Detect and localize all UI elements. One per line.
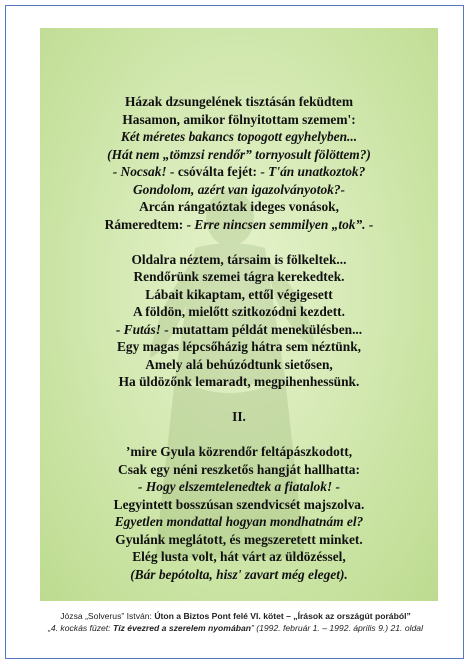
section-heading: II. — [232, 409, 246, 424]
poem-text — [40, 93, 438, 583]
stanza-gap — [40, 426, 438, 444]
poem-line-segment: - T'án unatkoztok? — [260, 164, 366, 179]
poem-line — [40, 146, 438, 164]
poem-line — [40, 496, 438, 514]
poem-line — [40, 251, 438, 269]
poem-line-segment: Arcán rángatóztak ideges vonások, — [139, 199, 339, 214]
poem-line — [40, 303, 438, 321]
poem-line — [40, 356, 438, 374]
poem-line-segment: Legyintett bosszúsan szendvicsét majszolva. — [113, 496, 365, 512]
poem-line — [40, 443, 438, 461]
stanza-gap — [40, 233, 438, 251]
poem-line-segment: ’mire Gyula közrendőr feltápászkodott, — [125, 444, 353, 459]
poem-line — [40, 268, 438, 286]
stanza-gap — [40, 391, 438, 409]
footer-notebook-title: Tíz évezred a szerelem nyomában — [112, 623, 252, 633]
poem-line — [40, 513, 438, 531]
poem-line — [40, 181, 438, 199]
poem-line — [40, 373, 438, 391]
footer-book-title: Úton a Biztos Pont felé VI. kötet – „Írások az országút porából” — [154, 611, 411, 621]
poem-line — [40, 216, 438, 234]
poem-line — [40, 198, 438, 216]
poem-line-segment: Csak egy néni reszketős hangját hallhatta: — [118, 461, 360, 477]
footer-author: Józsa „Solverus” István: — [60, 611, 155, 621]
poem-line-segment: Rámeredtem: — [104, 216, 187, 232]
stanza-2 — [40, 251, 438, 391]
stanza-3 — [40, 443, 438, 583]
poem-line-segment: Egy magas lépcsőházig hátra sem néztünk, — [116, 339, 361, 354]
poem-line-segment: Amely alá behúzódtunk sietősen, — [145, 356, 333, 372]
footer-dates-page: ” (1992. február 1. – 1992. április 9.) 21. oldal — [251, 623, 423, 633]
poem-line — [40, 566, 438, 584]
poem-line — [40, 321, 438, 339]
footer-notebook: „4. kockás füzet: — [48, 623, 113, 633]
poem-line — [40, 128, 438, 146]
poem-line-segment: Elég lusta volt, hát várt az üldözéssel, — [132, 549, 346, 564]
poem-line-segment: Ha üldözőnk lemaradt, megpihenhessünk. — [118, 374, 360, 389]
poem-line — [40, 111, 438, 129]
poem-line-segment: Egyetlen mondattal hogyan mondhatnám el? — [114, 514, 364, 529]
footer-citation — [0, 610, 471, 634]
poem-line — [40, 461, 438, 479]
poem-line-segment: Házak dzsungelének tisztásán feküdtem — [124, 94, 354, 109]
footer-line-1 — [0, 610, 471, 622]
poem-line-segment: - Nocsak! - — [112, 164, 175, 179]
poem-line-segment: Gyulánk meglátott, és megszeretett minket. — [115, 531, 363, 547]
poem-line-segment: Lábait kikaptam, ettől végigesett — [145, 286, 333, 302]
poem-line — [40, 531, 438, 549]
poem-line-segment: - Erre nincsen semmilyen „tok”. - — [186, 216, 374, 232]
poem-line-segment: mutattam példát menekülésben... — [168, 321, 363, 337]
poem-line-segment: - Hogy elszemtelenedtek a fiatalok! - — [138, 479, 340, 494]
poem-line-segment: Rendőrünk szemei tágra kerekedtek. — [133, 269, 345, 284]
poem-line — [40, 93, 438, 111]
green-background-panel — [40, 28, 438, 601]
footer-line-2 — [0, 622, 471, 634]
poem-line — [40, 338, 438, 356]
poem-line — [40, 548, 438, 566]
poem-line-segment: Hasamon, amikor fölnyitottam szemem': — [122, 111, 356, 127]
poem-line — [40, 163, 438, 181]
poem-line-segment: A földön, mielőtt szitkozódni kezdett. — [132, 304, 345, 319]
poem-line-segment: csóválta fejét: — [174, 164, 261, 179]
poem-line — [40, 286, 438, 304]
poem-line-segment: Oldalra néztem, társaim is fölkeltek... — [131, 251, 347, 267]
poem-line-segment: Gondolom, azért van igazolványotok?- — [132, 181, 346, 197]
poem-line — [40, 478, 438, 496]
poem-line-segment: (Bár bepótolta, hisz' zavart még eleget). — [130, 566, 348, 582]
poem-line-segment: - Futás! - — [115, 321, 169, 337]
stanza-1 — [40, 93, 438, 233]
poem-line-segment: (Hát nem „tömzsi rendőr” tornyosult fölöttem?) — [107, 146, 371, 162]
poem-line-segment: Két méretes bakancs topogott egyhelyben... — [120, 129, 358, 144]
